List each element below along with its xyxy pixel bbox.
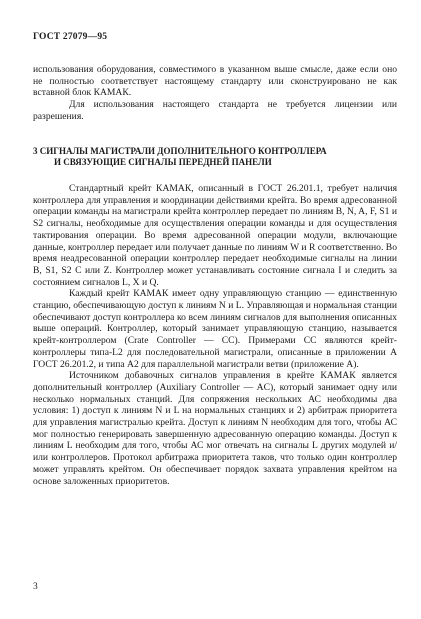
- section-heading-line1: 3 СИГНАЛЫ МАГИСТРАЛИ ДОПОЛНИТЕЛЬНОГО КОНТРОЛЛЕРА: [33, 146, 327, 156]
- body-paragraph-control-station: Каждый крейт КАМАК имеет одну управляющую станцию — единственную станцию, обеспечивающую доступ к линиям N и L. Управляющая и нормальная станции обеспечивают доступ контроллера ко всем линиям сигналов для выполнения описанных выше операций. Контроллер, который занимает управляющую станцию, называется крейт-контроллером (Crate Controller — CC). Примерами CC являются крейт-контроллеры типа-L2 для последовательной магистрали, описанные в приложении А ГОСТ 26.201.2, и типа А2 для параллельной магистрали ветви (приложение А).: [33, 288, 397, 370]
- section-body: [33, 183, 397, 487]
- intro-paragraph-license: Для использования настоящего стандарта не требуется лицензии или разрешения.: [33, 99, 397, 122]
- page-number: 3: [33, 582, 38, 592]
- section-heading-line2: И СВЯЗУЮЩИЕ СИГНАЛЫ ПЕРЕДНЕЙ ПАНЕЛИ: [54, 157, 272, 168]
- body-paragraph-auxiliary-controller: Источником добавочных сигналов управления в крейте КАМАК является дополнительный контроллер (Auxiliary Controller — AC), который занимает одну или несколько нормальных станций. Для сопряжения нескольких АС необходимы два условия: 1) доступ к линиям N и L на нормальных станциях и 2) арбитраж приоритета для управления магистралью крейта. Доступ к линиям N необходим для того, чтобы АС мог полностью генерировать завершенную адресованную операцию команды. Доступ к линиям L необходим для того, чтобы АС мог отвечать на сигналы L других модулей и/или контроллеров. Протокол арбитража приоритета таков, что только один контроллер может управлять крейтом. Он обеспечивает порядок захвата управления крейтом на основе заложенных приоритетов.: [33, 370, 397, 487]
- intro-paragraph-continuation: использования оборудования, совместимого в указанном выше смысле, даже если оно не полностью соответствует настоящему стандарту или сконструировано не как вставной блок КАМАК.: [33, 64, 397, 99]
- intro-text: [33, 64, 397, 123]
- standard-code-header: ГОСТ 27079—95: [33, 32, 108, 42]
- body-paragraph-standard-crate: Стандартный крейт КАМАК, описанный в ГОСТ 26.201.1, требует наличия контроллера для управления и координации действиями крейта. Во время адресованной операции команды на магистрали крейта контроллер передает по линиям В, N, A, F, S1 и S2 сигналы, необходимые для осуществления операции команды и для осуществления тактирования операции. Во время адресованной операции модули, включающие данные, контроллер передает или получает данные по линиям W и R соответственно. Во время неадресованной операции контроллер передает необходимые сигналы на линии В, S1, S2 С или Z. Контроллер может устанавливать состояние сигнала I и следить за состоянием сигналов L, X и Q.: [33, 183, 397, 288]
- section-heading: [33, 146, 397, 168]
